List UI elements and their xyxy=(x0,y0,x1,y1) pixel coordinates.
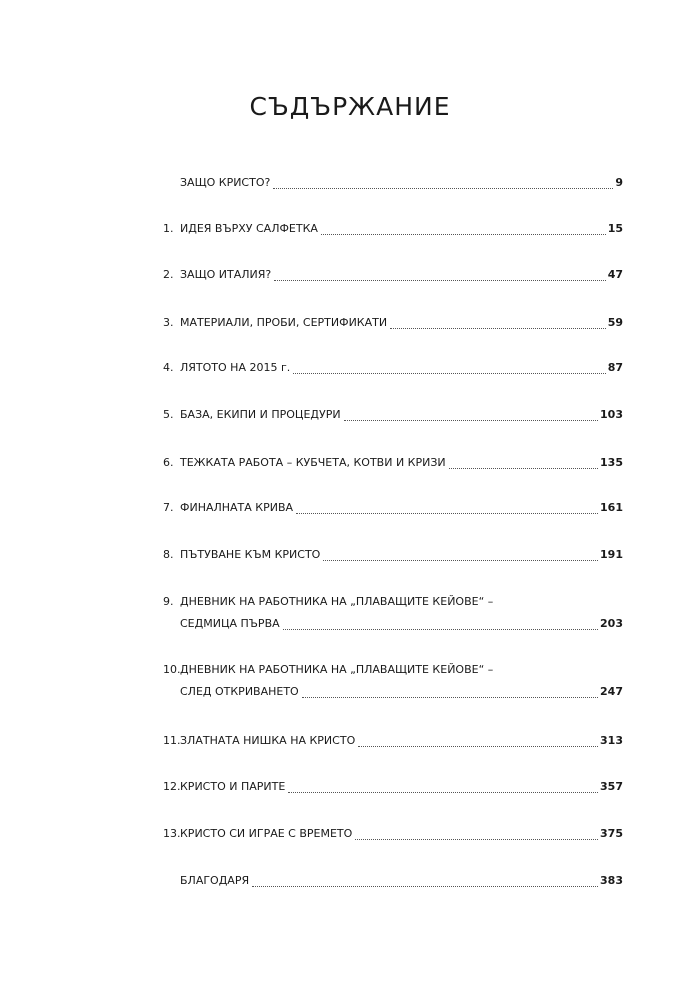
chapter-number: 8. xyxy=(163,548,174,561)
dot-leader xyxy=(283,629,598,630)
page-title: СЪДЪРЖАНИЕ xyxy=(249,92,451,121)
chapter-number: 9. xyxy=(163,595,174,608)
dot-leader xyxy=(252,886,598,887)
chapter-title: КРИСТО И ПАРИТЕ xyxy=(180,780,286,793)
dot-leader xyxy=(302,697,598,698)
chapter-number: 12. xyxy=(163,780,181,793)
dot-leader xyxy=(293,373,605,374)
chapter-number: 11. xyxy=(163,734,181,747)
chapter-number: 5. xyxy=(163,408,174,421)
page-number: 135 xyxy=(600,456,623,469)
chapter-title: БЛАГОДАРЯ xyxy=(180,874,250,887)
dot-leader xyxy=(274,280,605,281)
page-number: 47 xyxy=(607,268,623,281)
chapter-title: ПЪТУВАНЕ КЪМ КРИСТО xyxy=(180,548,321,561)
chapter-title-continued: СЕДМИЦА ПЪРВА xyxy=(180,617,280,630)
chapter-title: МАТЕРИАЛИ, ПРОБИ, СЕРТИФИКАТИ xyxy=(180,316,388,329)
dot-leader xyxy=(355,839,598,840)
dot-leader xyxy=(321,234,606,235)
dot-leader xyxy=(449,468,598,469)
chapter-title: ФИНАЛНАТА КРИВА xyxy=(180,501,294,514)
dot-leader xyxy=(296,513,598,514)
dot-leader xyxy=(273,188,613,189)
dot-leader xyxy=(358,746,598,747)
chapter-title: ТЕЖКАТА РАБОТА – КУБЧЕТА, КОТВИ И КРИЗИ xyxy=(180,456,446,469)
chapter-title: ИДЕЯ ВЪРХУ САЛФЕТКА xyxy=(180,222,318,235)
page-number: 247 xyxy=(600,685,623,698)
chapter-number: 3. xyxy=(163,316,174,329)
page-number: 357 xyxy=(600,780,623,793)
page-number: 161 xyxy=(600,501,623,514)
chapter-title: ЛЯТОТО НА 2015 г. xyxy=(180,361,291,374)
page-number: 103 xyxy=(600,408,623,421)
dot-leader xyxy=(344,420,598,421)
dot-leader xyxy=(323,560,598,561)
chapter-title: ЗАЩО КРИСТО? xyxy=(180,176,271,189)
page-number: 191 xyxy=(600,548,623,561)
page-number: 15 xyxy=(607,222,623,235)
page-number: 87 xyxy=(607,361,623,374)
chapter-title-continued: СЛЕД ОТКРИВАНЕТО xyxy=(180,685,299,698)
chapter-number: 6. xyxy=(163,456,174,469)
dot-leader xyxy=(288,792,598,793)
chapter-title: ДНЕВНИК НА РАБОТНИКА НА „ПЛАВАЩИТЕ КЕЙОВЕ“ – xyxy=(180,595,494,608)
page-number: 9 xyxy=(615,176,623,189)
chapter-number: 1. xyxy=(163,222,174,235)
dot-leader xyxy=(390,328,606,329)
chapter-title: ЗАЩО ИТАЛИЯ? xyxy=(180,268,272,281)
page-number: 203 xyxy=(600,617,623,630)
page-number: 375 xyxy=(600,827,623,840)
page-number: 383 xyxy=(600,874,623,887)
page-number: 59 xyxy=(607,316,623,329)
chapter-number: 2. xyxy=(163,268,174,281)
chapter-number: 4. xyxy=(163,361,174,374)
chapter-title: ДНЕВНИК НА РАБОТНИКА НА „ПЛАВАЩИТЕ КЕЙОВЕ“ – xyxy=(180,663,494,676)
page-number: 313 xyxy=(600,734,623,747)
chapter-title: КРИСТО СИ ИГРАЕ С ВРЕМЕТО xyxy=(180,827,353,840)
chapter-number: 7. xyxy=(163,501,174,514)
chapter-number: 13. xyxy=(163,827,181,840)
chapter-title: БАЗА, ЕКИПИ И ПРОЦЕДУРИ xyxy=(180,408,341,421)
chapter-number: 10. xyxy=(163,663,181,676)
chapter-title: ЗЛАТНАТА НИШКА НА КРИСТО xyxy=(180,734,356,747)
